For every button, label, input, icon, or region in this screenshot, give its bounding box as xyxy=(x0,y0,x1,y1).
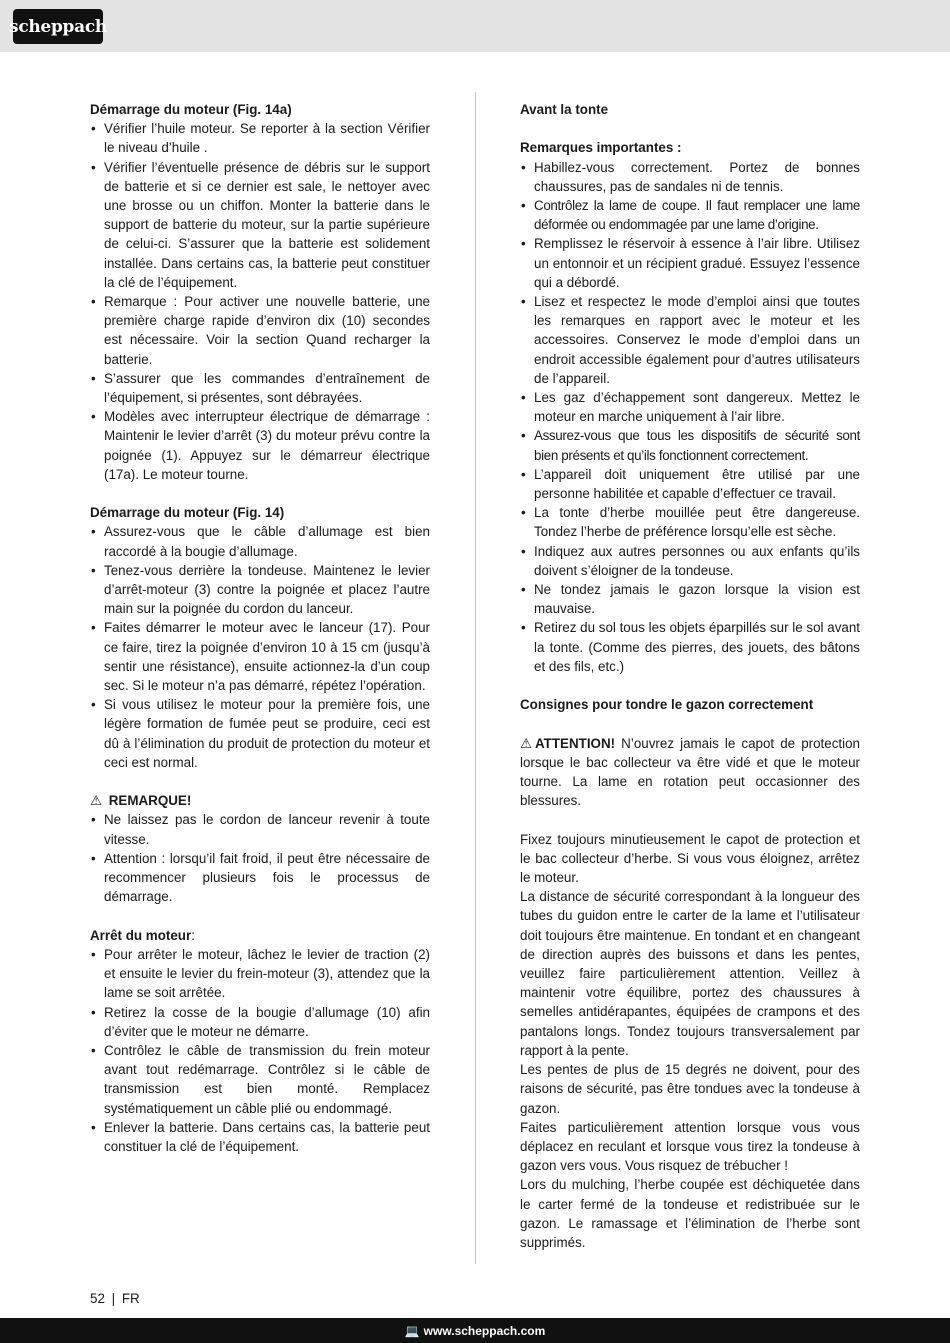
paragraph: Lors du mulching, l’herbe coupée est déchiquetée dans le carter fermé de la tondeuse et redistribuée sur le gazon. Le ramassage et l’élimination de l’herbe sont supprimés. xyxy=(520,1177,860,1250)
list-item: • Assurez-vous que tous les dispositifs de sécurité sont bien présents et qu’ils fonctionnent correctement. xyxy=(520,426,860,464)
paragraph: Fixez toujours minutieusement le capot de protection et le bac collecteur d’herbe. Si vous vous éloignez, arrêtez le moteur. xyxy=(520,831,860,886)
header-bar xyxy=(0,0,950,52)
attention-text: N’ouvrez jamais le capot de protection lorsque le bac collecteur va être vidé et que le moteur tourne. La lame en rotation peut occasionner des blessures. xyxy=(520,735,860,809)
list-item: • Tenez-vous derrière la tondeuse. Maintenez le levier d’arrêt-moteur (3) contre la poignée et placez l’autre main sur la poignée du cordon du lanceur. xyxy=(90,561,430,619)
list-item: • Vérifier l’éventuelle présence de débris sur le support de batterie et si ce dernier est sale, le nettoyer avec une brosse ou un chiffon. Monter la batterie dans le support de batterie du moteur, sur la partie supérieure de celui-ci. S’assurer que la batterie est solidement installée. Dans certains cas, la batterie peut constituer la clé de l’équipement. xyxy=(90,158,430,292)
list-item: • S’assurer que les commandes d’entraînement de l’équipement, si présentes, sont débrayées. xyxy=(90,369,430,407)
engine-stop-list xyxy=(90,945,430,1156)
list-item: • Enlever la batterie. Dans certains cas, la batterie peut constituer la clé de l’équipement. xyxy=(90,1118,430,1156)
computer-icon: 💻 xyxy=(404,1323,420,1338)
list-item: • Modèles avec interrupteur électrique de démarrage : Maintenir le levier d’arrêt (3) du moteur prévu contre la poignée (1). Appuyez sur le démarreur électrique (17a). Le moteur tourne. xyxy=(90,407,430,484)
remark-title: REMARQUE! xyxy=(108,793,192,809)
page-footer xyxy=(90,1291,140,1306)
list-item: • Lisez et respectez le mode d’emploi ainsi que toutes les remarques en rapport avec le moteur et les accessoires. Conservez le mode d’emploi dans un endroit accessible également pour d’autres utilisateurs de l’appareil. xyxy=(520,292,860,388)
section-title-mowing-instructions: Consignes pour tondre le gazon correctement xyxy=(520,697,814,713)
list-item: • Les gaz d’échappement sont dangereux. Mettez le moteur en marche uniquement à l’air libre. xyxy=(520,388,860,426)
remark-list xyxy=(90,810,430,906)
language-code: FR xyxy=(121,1291,140,1306)
remark-heading xyxy=(90,791,430,810)
list-item: • Ne laissez pas le cordon de lanceur revenir à toute vitesse. xyxy=(90,810,430,848)
list-item: • Ne tondez jamais le gazon lorsque la vision est mauvaise. xyxy=(520,580,860,618)
page-number: 52 xyxy=(90,1291,105,1306)
attention-label: ATTENTION! xyxy=(535,735,616,751)
section-title-engine-start-14a: Démarrage du moteur (Fig. 14a) xyxy=(90,102,292,117)
list-item: • La tonte d’herbe mouillée peut être dangereuse. Tondez l’herbe de préférence lorsqu’elle est sèche. xyxy=(520,503,860,541)
list-item: • Remplissez le réservoir à essence à l’air libre. Utilisez un entonnoir et un récipient gradué. Essuyez l’essence qui a débordé. xyxy=(520,234,860,292)
engine-stop-suffix: : xyxy=(191,927,195,943)
list-item: • Contrôlez le câble de transmission du frein moteur avant tout redémarrage. Contrôlez si le câble de transmission est bien monté. Remplacez systématiquement un câble plié ou endommagé. xyxy=(90,1041,430,1118)
section-title-important-notes: Remarques importantes : xyxy=(520,140,682,156)
column-divider xyxy=(475,92,476,1264)
list-item: • Retirez du sol tous les objets éparpillés sur le sol avant la tonte. (Comme des pierres, des jouets, des bâtons et des fils, etc.) xyxy=(520,618,860,676)
list-item: • Indiquez aux autres personnes ou aux enfants qu’ils doivent s’éloigner de la tondeuse. xyxy=(520,542,860,580)
list-item: • Retirez la cosse de la bougie d’allumage (10) afin d’éviter que le moteur ne démarre. xyxy=(90,1003,430,1041)
website-link[interactable]: www.scheppach.com xyxy=(423,1323,546,1338)
section-title-before-mowing: Avant la tonte xyxy=(520,102,609,117)
list-item: • L’appareil doit uniquement être utilisé par une personne habilitée et capable d’effectuer ce travail. xyxy=(520,465,860,503)
list-item: • Habillez-vous correctement. Portez de bonnes chaussures, pas de sandales ni de tennis. xyxy=(520,158,860,196)
footer-separator: | xyxy=(111,1291,116,1306)
section-title-engine-start-14: Démarrage du moteur (Fig. 14) xyxy=(90,505,285,521)
footer-bar xyxy=(0,1318,950,1343)
list-item: • Si vous utilisez le moteur pour la première fois, une légère formation de fumée peut se produire, ceci est dû à l’élimination du produit de protection du moteur et ceci est normal. xyxy=(90,695,430,772)
warning-triangle-icon: ⚠ xyxy=(90,793,103,809)
section-title-engine-stop xyxy=(90,926,430,945)
list-item: • Assurez-vous que le câble d’allumage est bien raccordé à la bougie d’allumage. xyxy=(90,522,430,560)
important-notes-list xyxy=(520,158,860,676)
warning-triangle-icon: ⚠ xyxy=(520,735,533,751)
paragraph: La distance de sécurité correspondant à la longueur des tubes du guidon entre le carter de la lame et l’utilisateur doit toujours être maintenue. En tondant et en changeant de direction auprès des buissons et dans les pentes, veuillez faire particulièrement attention. Veillez à maintenir votre équilibre, portez des chaussures à semelles antidérapantes, équipées de crampons et des pantalons longs. Tondez toujours transversalement par rapport à la pente. xyxy=(520,889,860,1058)
paragraph: Les pentes de plus de 15 degrés ne doivent, pour des raisons de sécurité, pas être tondues avec la tondeuse à gazon. xyxy=(520,1062,860,1116)
right-column xyxy=(520,100,860,1252)
list-item: • Attention : lorsqu’il fait froid, il peut être nécessaire de recommencer plusieurs fois le processus de démarrage. xyxy=(90,849,430,907)
engine-stop-title: Arrêt du moteur xyxy=(90,927,192,943)
attention-paragraph xyxy=(520,734,860,811)
paragraph: Faites particulièrement attention lorsque vous vous déplacez en reculant et lorsque vous tirez la tondeuse à gazon vers vous. Vous risquez de trébucher ! xyxy=(520,1119,860,1174)
list-item: • Remarque : Pour activer une nouvelle batterie, une première charge rapide d’environ dix (10) secondes est nécessaire. Voir la section Quand recharger la batterie. xyxy=(90,292,430,369)
left-column xyxy=(90,100,430,1156)
list-item: • Vérifier l’huile moteur. Se reporter à la section Vérifier le niveau d’huile . xyxy=(90,119,430,157)
list-item: • Contrôlez la lame de coupe. Il faut remplacer une lame déformée ou endommagée par une lame d’origine. xyxy=(520,196,860,234)
attention-heading xyxy=(520,736,615,751)
scheppach-logo: scheppach xyxy=(13,9,103,44)
engine-start-14-list xyxy=(90,522,430,772)
list-item: • Pour arrêter le moteur, lâchez le levier de traction (2) et ensuite le levier du frein-moteur (3), attendez que la lame se soit arrêtée. xyxy=(90,945,430,1003)
list-item: • Faites démarrer le moteur avec le lanceur (17). Pour ce faire, tirez la poignée d’environ 10 à 15 cm (jusqu’à sentir une résistance), ensuite actionnez-la d’un coup sec. Si le moteur n’a pas démarré, répétez l’opération. xyxy=(90,618,430,695)
engine-start-14a-list xyxy=(90,119,430,484)
